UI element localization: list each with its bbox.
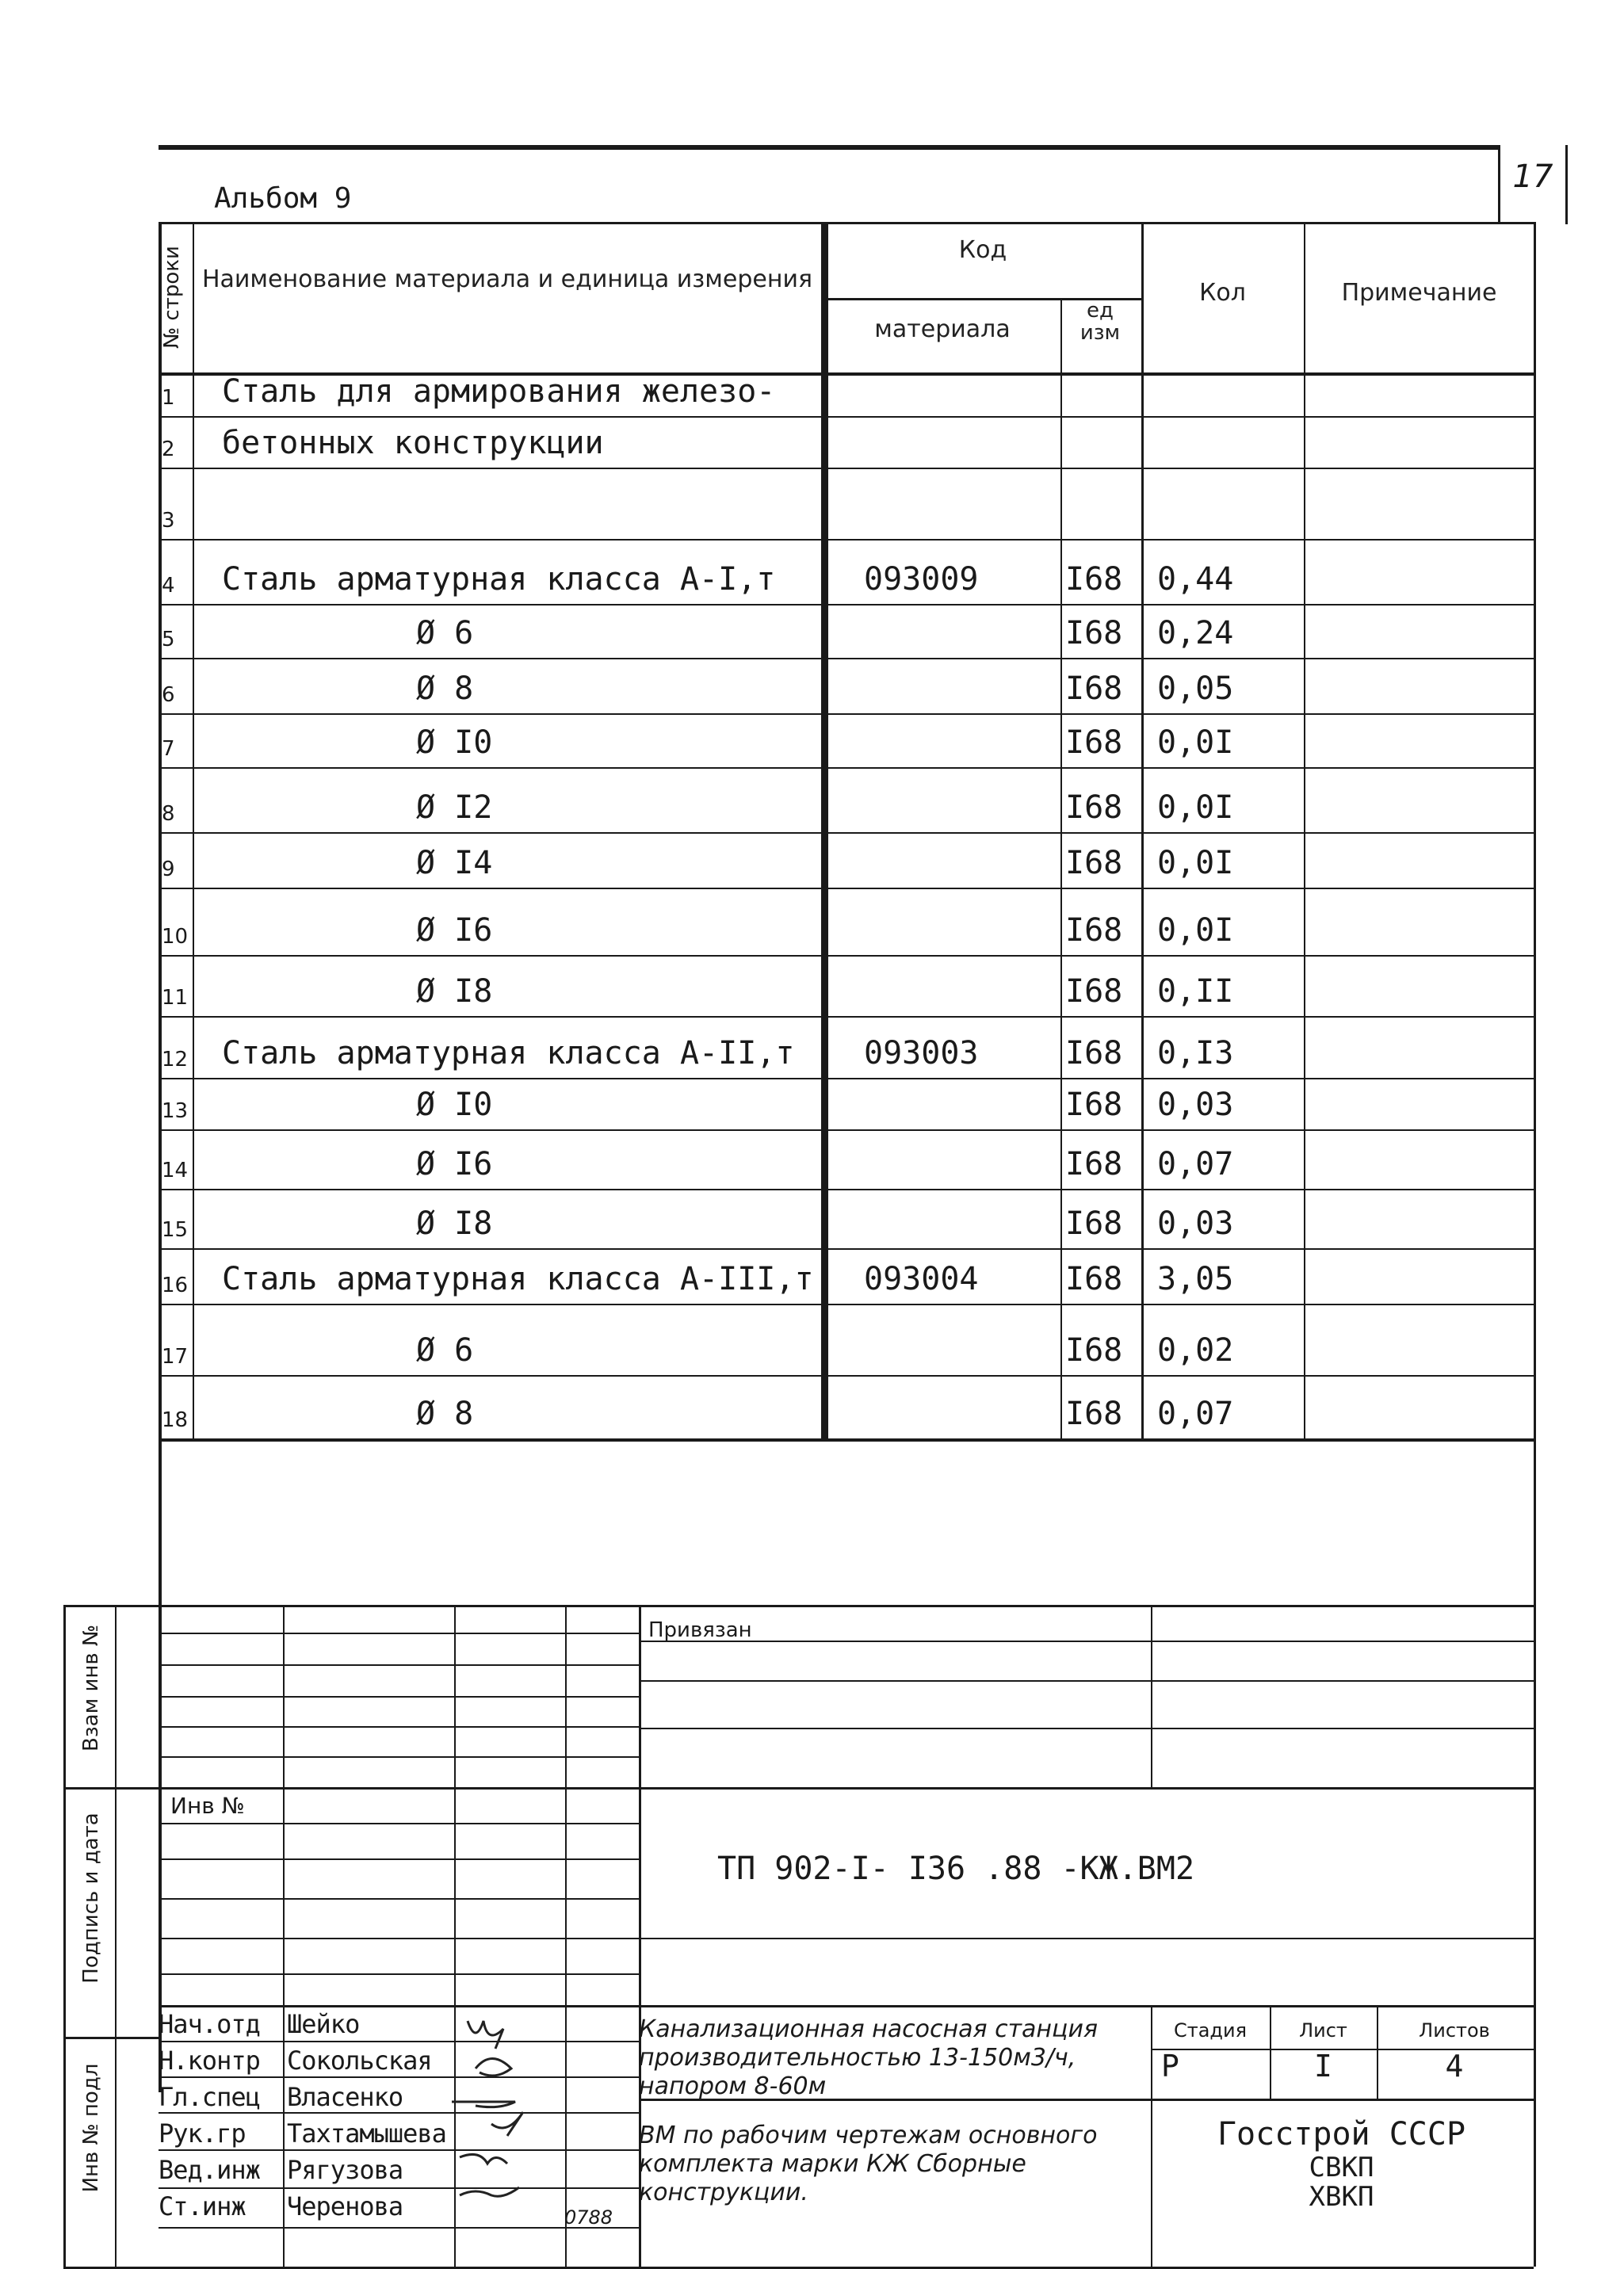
document-code: ТП 902-I- I36 .88 -КЖ.ВМ2 xyxy=(717,1851,1195,1887)
signer-role: Ст.инж xyxy=(159,2191,246,2221)
row-number: 14 xyxy=(162,1159,189,1182)
material-name: Ø I2 xyxy=(416,789,493,826)
material-name: Сталь арматурная класса А-II,т xyxy=(222,1035,795,1071)
unit-code: I68 xyxy=(1065,912,1123,949)
sheets-value: 4 xyxy=(1445,2049,1464,2084)
signer-name: Сокольская xyxy=(287,2046,432,2076)
signature-1 xyxy=(468,2021,503,2049)
tb-code-bottom-line xyxy=(639,1938,1534,1939)
signature-3 xyxy=(452,2102,515,2107)
row-number: 3 xyxy=(162,509,175,533)
page-number-box-left xyxy=(1498,145,1500,224)
material-name: Сталь арматурная класса А-I,т xyxy=(222,561,776,598)
table-row xyxy=(0,658,1624,713)
row-number: 13 xyxy=(162,1099,189,1123)
quantity: 0,44 xyxy=(1157,561,1234,598)
material-name: Ø I8 xyxy=(416,1205,493,1242)
material-name: Сталь арматурная класса А-III,т xyxy=(222,1261,814,1297)
quantity: 0,II xyxy=(1157,973,1234,1010)
row-number: 12 xyxy=(162,1048,189,1071)
material-name: Ø I6 xyxy=(416,912,493,949)
tb-right-row-line xyxy=(639,1680,1534,1682)
sheets-label: Листов xyxy=(1419,2019,1490,2042)
row-number: 5 xyxy=(162,628,175,651)
row-number: 11 xyxy=(162,986,189,1010)
header-name: Наименование материала и единица измерения xyxy=(201,265,812,293)
material-name: Ø I0 xyxy=(416,1087,493,1123)
tb-signers-top-line xyxy=(159,2005,1534,2007)
unit-code: I68 xyxy=(1065,1087,1123,1123)
signer-name: Тахтамышева xyxy=(287,2118,446,2149)
table-row xyxy=(0,1248,1624,1304)
table-row xyxy=(0,539,1624,604)
row-number: 2 xyxy=(162,437,175,461)
tb-privyazan-right xyxy=(1151,1605,1152,1787)
sheet-value: I xyxy=(1314,2049,1332,2084)
material-name: Ø 6 xyxy=(416,615,474,651)
signer-row xyxy=(0,2191,713,2226)
org-line-1: Госстрой СССР xyxy=(1217,2116,1466,2152)
sheet-title: ВМ по рабочим чертежам основного комплекта марки КЖ Сборные конструкции. xyxy=(639,2122,1098,2206)
signer-role: Рук.гр xyxy=(159,2118,246,2149)
header-note: Примечание xyxy=(1341,279,1497,307)
quantity: 0,07 xyxy=(1157,1146,1234,1182)
header-qty: Кол xyxy=(1199,279,1246,307)
tb-top-line xyxy=(159,1605,1534,1607)
privyazan-label: Привязан xyxy=(648,1618,752,1642)
quantity: 0,0I xyxy=(1157,789,1234,826)
tb-section-line xyxy=(159,1787,1534,1790)
quantity: 3,05 xyxy=(1157,1261,1234,1297)
signer-name: Шейко xyxy=(287,2009,360,2039)
quantity: 0,07 xyxy=(1157,1396,1234,1432)
unit-code: I68 xyxy=(1065,1035,1123,1071)
unit-code: I68 xyxy=(1065,615,1123,651)
unit-code: I68 xyxy=(1065,973,1123,1010)
header-code: Код xyxy=(958,236,1007,264)
sheet-label: Лист xyxy=(1299,2019,1347,2042)
unit-code: I68 xyxy=(1065,1205,1123,1242)
unit-code: I68 xyxy=(1065,670,1123,707)
table-bottom-line xyxy=(159,1438,1534,1442)
tb-right-row-line xyxy=(639,1728,1534,1729)
material-name: Ø I6 xyxy=(416,1146,493,1182)
tb-small-row-line xyxy=(159,1938,639,1939)
tb-small-row-line xyxy=(159,1898,639,1900)
page-number: 17 xyxy=(1512,159,1553,195)
quantity: 0,02 xyxy=(1157,1332,1234,1369)
tb-small-row-line xyxy=(159,1823,639,1824)
signer-row xyxy=(0,2009,713,2044)
tb-small-row-line xyxy=(159,1696,639,1698)
signature-2 xyxy=(476,2059,511,2076)
tb-stage-bottom-line xyxy=(1151,2099,1534,2101)
signer-row xyxy=(0,2082,713,2117)
tb-small-row-line xyxy=(159,1858,639,1860)
quantity: 0,03 xyxy=(1157,1205,1234,1242)
material-name: Ø 8 xyxy=(416,1396,474,1432)
material-name: Ø 6 xyxy=(416,1332,474,1369)
table-row xyxy=(0,767,1624,832)
quantity: 0,05 xyxy=(1157,670,1234,707)
table-row xyxy=(0,1189,1624,1248)
unit-code: I68 xyxy=(1065,845,1123,881)
table-row xyxy=(0,604,1624,658)
tb-small-row-line xyxy=(159,1664,639,1666)
signature-6 xyxy=(460,2187,519,2196)
stage-label: Стадия xyxy=(1173,2019,1248,2042)
table-top-line xyxy=(159,222,1534,224)
org-line-2: СВКП xyxy=(1309,2152,1374,2183)
quantity: 0,0I xyxy=(1157,724,1234,761)
tb-right-row-line xyxy=(639,1641,1534,1642)
table-row xyxy=(0,416,1624,468)
row-number: 7 xyxy=(162,737,175,761)
page-number-box-right xyxy=(1565,145,1568,224)
row-number: 10 xyxy=(162,925,189,949)
album-label: Альбом 9 xyxy=(214,182,352,215)
quantity: 0,24 xyxy=(1157,615,1234,651)
signer-name: Власенко xyxy=(287,2082,403,2112)
material-code: 093004 xyxy=(864,1261,979,1297)
signer-name: Рягузова xyxy=(287,2155,403,2185)
signature-5 xyxy=(460,2154,507,2164)
unit-code: I68 xyxy=(1065,724,1123,761)
table-row xyxy=(0,1078,1624,1129)
material-code: 093009 xyxy=(864,561,979,598)
org-line-3: ХВКП xyxy=(1309,2181,1374,2213)
side-strip-div-1 xyxy=(63,1787,159,1790)
signer-role: Н.контр xyxy=(159,2046,260,2076)
table-row xyxy=(0,1016,1624,1078)
material-name: бетонных конструкции xyxy=(222,425,604,461)
table-row xyxy=(0,1304,1624,1375)
material-name: Ø I0 xyxy=(416,724,493,761)
row-number: 16 xyxy=(162,1274,189,1297)
header-code-unit: ед изм xyxy=(1079,299,1121,345)
row-number: 6 xyxy=(162,683,175,707)
row-number: 15 xyxy=(162,1218,189,1242)
table-row xyxy=(0,832,1624,888)
material-code: 093003 xyxy=(864,1035,979,1071)
table-row xyxy=(0,713,1624,767)
signer-role: Вед.инж xyxy=(159,2155,260,2185)
signer-role: Нач.отд xyxy=(159,2009,260,2039)
project-title: Канализационная насосная станция производительностью 13-150м3/ч, напором 8-60м xyxy=(639,2015,1099,2100)
tb-small-row-line xyxy=(159,1973,639,1975)
table-row xyxy=(0,1375,1624,1438)
signer-name: Черенова xyxy=(287,2191,403,2221)
material-name: Ø 8 xyxy=(416,670,474,707)
row-number: 1 xyxy=(162,386,175,410)
signer-row xyxy=(0,2046,713,2080)
table-row xyxy=(0,888,1624,955)
material-name: Ø I8 xyxy=(416,973,493,1010)
unit-code: I68 xyxy=(1065,1332,1123,1369)
row-number: 8 xyxy=(162,802,175,826)
unit-code: I68 xyxy=(1065,1261,1123,1297)
row-number: 4 xyxy=(162,574,175,598)
row-number: 18 xyxy=(162,1408,189,1432)
header-code-material: материала xyxy=(874,315,1011,343)
unit-code: I68 xyxy=(1065,1146,1123,1182)
row-number: 9 xyxy=(162,858,175,881)
side-strip-top xyxy=(63,1605,159,1607)
signer-row xyxy=(0,2118,713,2153)
signature-4 xyxy=(491,2112,523,2136)
date-mark: 0788 xyxy=(564,2206,613,2229)
signature-scribbles xyxy=(444,2005,587,2235)
tb-small-row-line xyxy=(159,1633,639,1634)
signer-role: Гл.спец xyxy=(159,2082,260,2112)
side-label-vzam: Взам инв № xyxy=(79,1625,103,1751)
stage-value: Р xyxy=(1161,2049,1179,2084)
quantity: 0,03 xyxy=(1157,1087,1234,1123)
tb-small-row-line xyxy=(159,1756,639,1758)
quantity: 0,0I xyxy=(1157,912,1234,949)
row-number: 17 xyxy=(162,1345,189,1369)
unit-code: I68 xyxy=(1065,1396,1123,1432)
top-border xyxy=(159,145,1498,150)
table-row xyxy=(0,468,1624,539)
quantity: 0,0I xyxy=(1157,845,1234,881)
side-label-inv-podl: Инв № подл xyxy=(79,2063,103,2193)
table-row xyxy=(0,1129,1624,1189)
side-label-podpis: Подпись и дата xyxy=(79,1813,103,1984)
unit-code: I68 xyxy=(1065,561,1123,598)
signer-row xyxy=(0,2155,713,2190)
inv-no-label: Инв № xyxy=(170,1793,245,1819)
material-name: Сталь для армирования железо- xyxy=(222,373,776,410)
unit-code: I68 xyxy=(1065,789,1123,826)
header-row-no: № строки xyxy=(160,246,184,349)
material-name: Ø I4 xyxy=(416,845,493,881)
tb-small-row-line xyxy=(159,1726,639,1728)
table-row xyxy=(0,955,1624,1016)
quantity: 0,I3 xyxy=(1157,1035,1234,1071)
table-row xyxy=(0,372,1624,416)
